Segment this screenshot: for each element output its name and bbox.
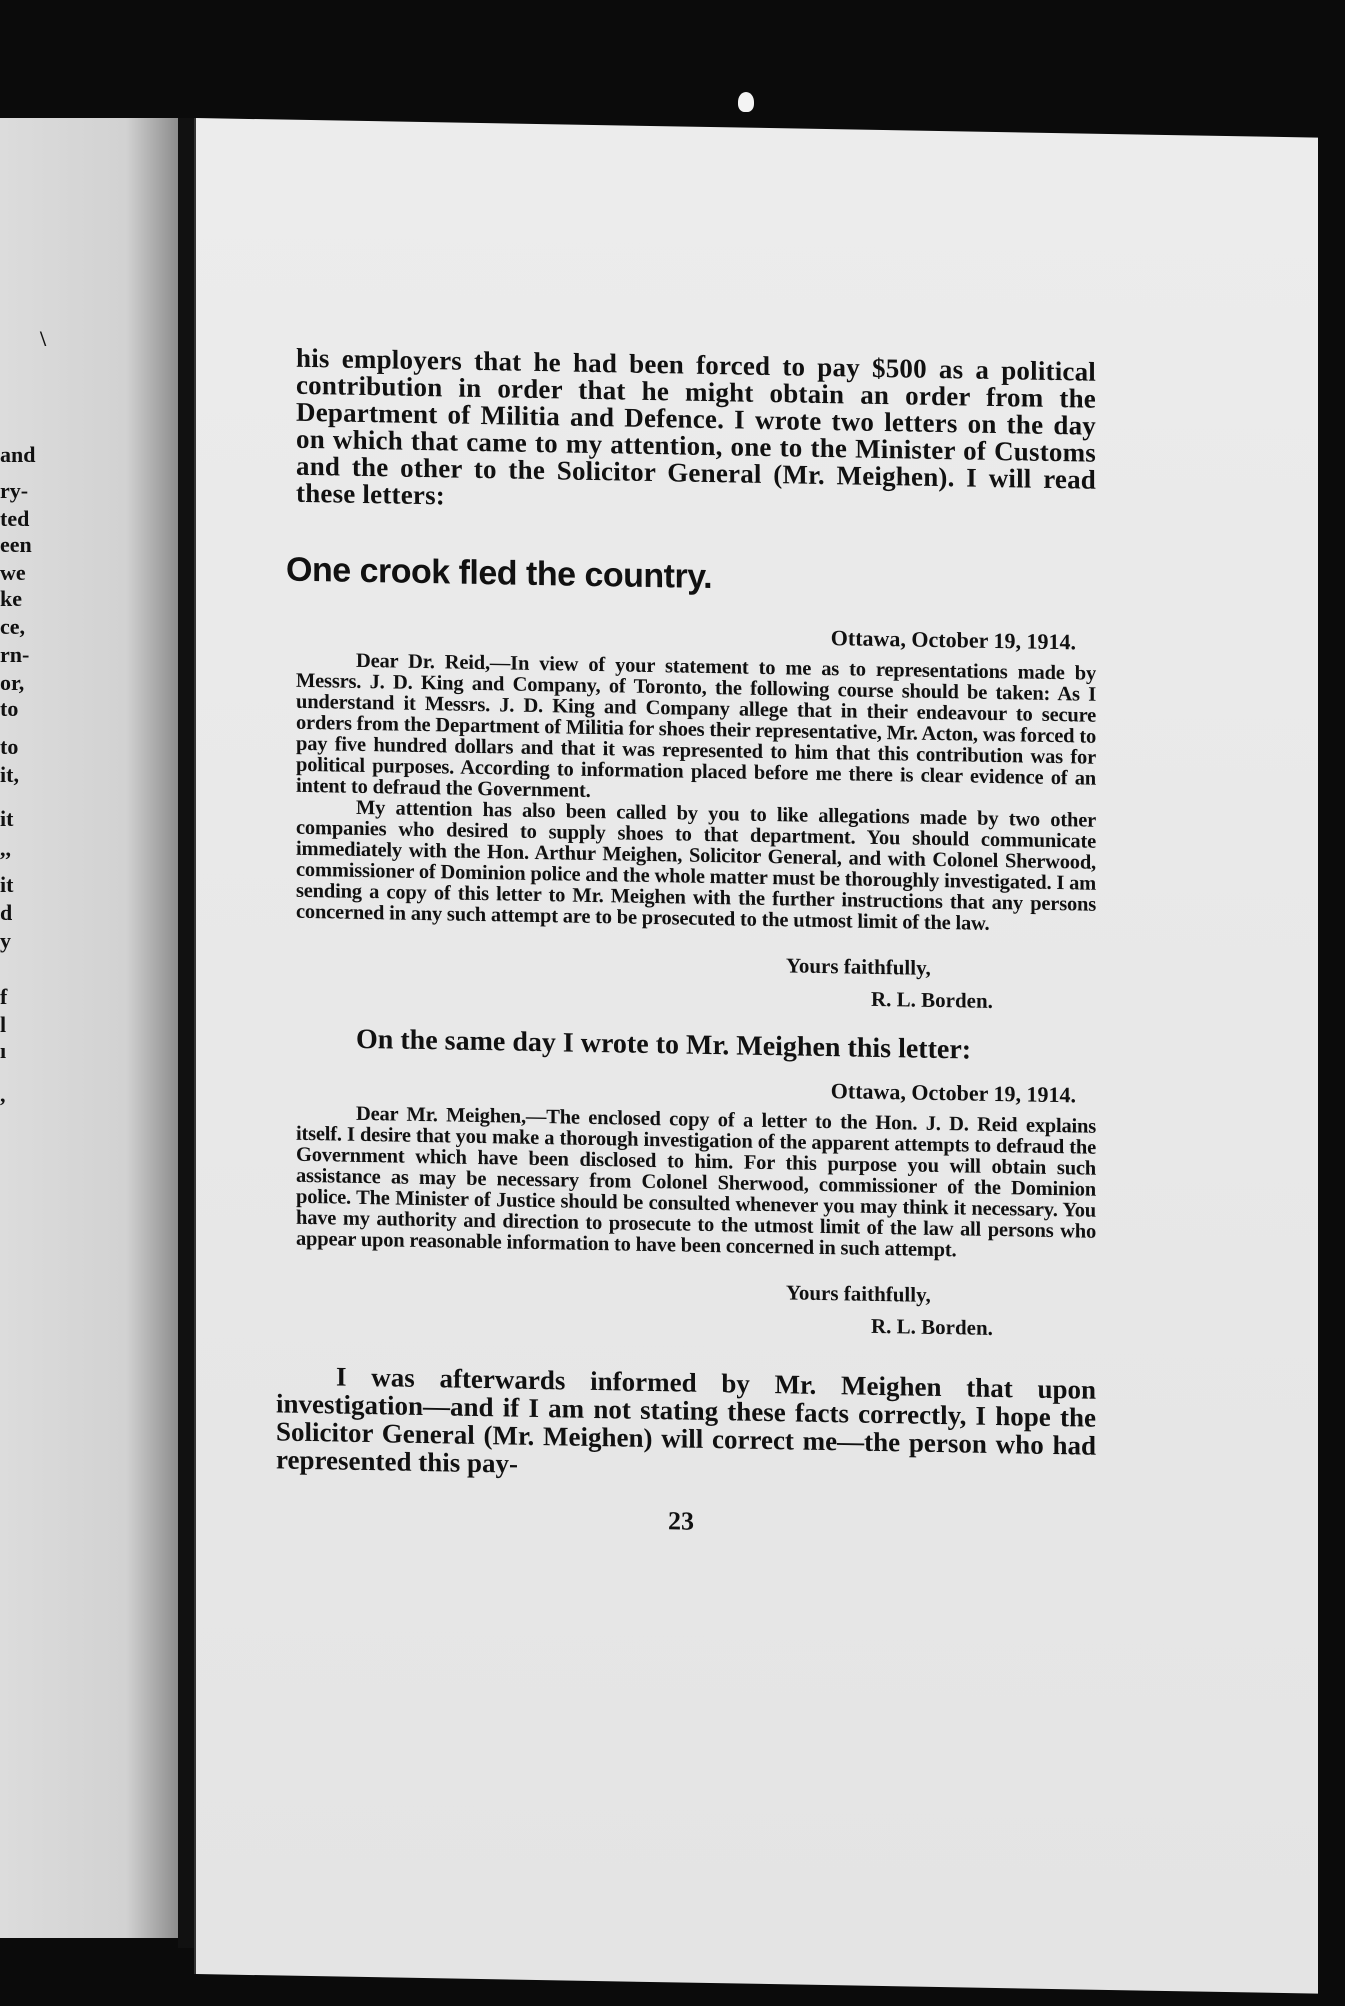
letter-to-meighen (296, 1069, 1096, 1346)
letter1-paragraph-2: My attention has also been called by you to like allegations made by two other companies who desired to supply shoes to that department. You should communicate immediately with the Hon. Arthur Meighen, Solicitor General, and with Colonel Sherwood, commissioner of Dominion police and the whole matter must be thoroughly investigated. I am sending a copy of this letter to Mr. Meighen with the further instructions that any persons concerned in any such attempt are to be prosecuted to the utmost limit of the law. (296, 796, 1096, 935)
adjacent-page-fragment: ted (0, 506, 30, 531)
adjacent-page-fragment: , (0, 1082, 6, 1107)
adjacent-page-fragment: f (0, 984, 8, 1009)
adjacent-page-fragment: \ (40, 326, 47, 351)
adjacent-page-edge (0, 118, 180, 1938)
adjacent-page-fragment: l (0, 1012, 7, 1037)
letter2-paragraph-1: Dear Mr. Meighen,—The enclosed copy of a letter to the Hon. J. D. Reid explains itself. I desire that you make a thorough investigation of the apparent attempts to defraud the Government which have been disclosed to him. For this purpose you will obtain such assistance as may be necessary from Colonel Sherwood, commissioner of the Dominion police. The Minister of Justice should be consulted whenever you may think it necessary. You have my authority and direction to prosecute to the utmost limit of the law all persons who appear upon reasonable information to have been concerned in such attempt. (296, 1102, 1096, 1262)
adjacent-page-fragment: ry- (0, 478, 29, 503)
letter1-signature: R. L. Borden. (871, 986, 993, 1013)
letter1-closing: Yours faithfully, (786, 953, 931, 980)
adjacent-page-fragment: it (0, 806, 14, 831)
adjacent-page-fragment: rn- (0, 642, 30, 667)
adjacent-page-fragment: and (0, 442, 36, 467)
book-spine (178, 118, 194, 1948)
adjacent-page-fragment: it, (0, 762, 19, 787)
document-page (194, 118, 1318, 1994)
letter1-dateline: Ottawa, October 19, 1914. (830, 625, 1076, 655)
letter1-paragraph-1: Dear Dr. Reid,—In view of your statement to me as to representations made by Messrs. J. D. King and Company, of Toronto, the following course should be taken: As I understand it Messrs. J. D. King and Company allege that in their endeavour to secure orders from the Department of Militia for shoes their representative, Mr. Acton, was forced to pay five hundred dollars and that it was represented to him that this contribution was for political purposes. According to information placed before me there is clear evidence of an intent to defraud the Government. (296, 649, 1096, 802)
adjacent-page-fragment: to (0, 734, 19, 759)
adjacent-page-fragment: ce, (0, 614, 26, 639)
final-paragraph: I was afterwards informed by Mr. Meighen that upon investigation—and if I am not stating these facts correctly, I hope the Solicitor General (Mr. Meighen) will correct me—the person who had represented this pay- (276, 1361, 1096, 1479)
adjacent-page-fragment: ,, (0, 836, 11, 861)
letter2-signature: R. L. Borden. (871, 1313, 993, 1340)
adjacent-page-fragment: we (0, 560, 26, 585)
page-content (276, 342, 1096, 1544)
page-number: 23 (668, 1506, 694, 1536)
adjacent-page-fragment: d (0, 900, 13, 925)
binding-mark (738, 92, 754, 112)
adjacent-page-fragment: ı (0, 1038, 7, 1063)
adjacent-page-fragment: to (0, 696, 19, 721)
second-letter-intro: On the same day I wrote to Mr. Meighen this letter: (356, 1023, 972, 1066)
adjacent-page-fragment: een (0, 532, 32, 557)
letter2-dateline: Ottawa, October 19, 1914. (830, 1078, 1076, 1108)
opening-paragraph: his employers that he had been forced to pay $500 as a political contribution in order that he might obtain an order from the Department of Militia and Defence. I wrote two letters on the day on which that came to my attention, one to the Minister of Customs and the other to the Solicitor General (Mr. Meighen). I will read these letters: (296, 342, 1096, 511)
adjacent-page-fragment: or, (0, 670, 25, 695)
adjacent-page-fragment: it (0, 872, 14, 897)
adjacent-page-fragment: ke (0, 586, 22, 611)
section-heading: One crook fled the country. (286, 550, 713, 597)
letter-to-reid (296, 616, 1096, 1019)
letter2-closing: Yours faithfully, (786, 1280, 931, 1307)
adjacent-page-fragment: y (0, 928, 11, 953)
